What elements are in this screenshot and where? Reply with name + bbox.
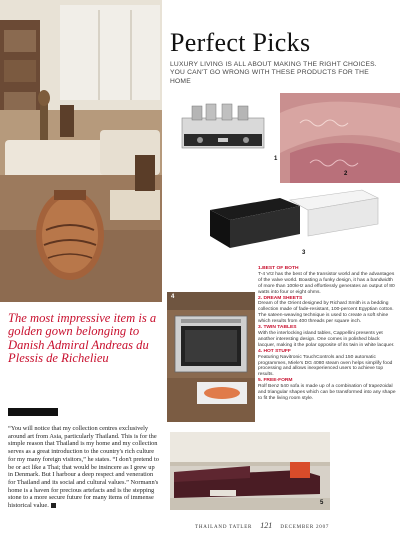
caption-text: Rolf Benz 540 sofa is made up of a combination of trapezoidal and triangular shapes which can be transformed into any shape to fit the living room style. (258, 384, 396, 401)
caption-title: 4. HOT STUFF (258, 348, 291, 354)
magazine-name: THAILAND TATLER (195, 525, 253, 530)
page-number: 121 (260, 521, 273, 530)
caption-title: 1.BEST OF BOTH (258, 266, 299, 271)
product-captions (258, 266, 396, 402)
living-room-photo (0, 0, 162, 302)
bedding-image (280, 93, 400, 183)
caption-2 (258, 296, 396, 326)
image-number-3: 3 (302, 250, 306, 256)
page-footer (195, 521, 355, 530)
twin-tables-image (190, 180, 382, 260)
image-number-1: 1 (274, 156, 278, 162)
issue-date: DECEMBER 2007 (280, 525, 330, 530)
amplifier-image (170, 100, 278, 168)
page-title: Perfect Picks (170, 28, 311, 57)
caption-3 (258, 325, 396, 349)
pull-quote: The most impressive item is a golden gown belonging to Danish Admiral Andreas du Plessis de Richelieu (8, 311, 157, 366)
page-subheading: LUXURY LIVING IS ALL ABOUT MAKING THE RIGHT CHOICES. YOU CAN'T GO WRONG WITH THESE PRODUCTS FOR THE HOME (170, 61, 377, 85)
end-mark-icon (51, 503, 56, 508)
caption-4 (258, 349, 396, 379)
caption-title: 5. FREE-FORM (258, 378, 293, 384)
caption-text: T-4 Vr2 has the best of the transistor world and the advantages of the valve world. Boasting a funky design, it has a bandwidth of more than 100kHz and effortlessly generates an output of 80 watts into four or eight ohms. (258, 271, 395, 295)
caption-text: Featuring Navitronic TouchControls and 150 automatic programmes, Miele's DG 4080 steam oven helps simplify food processing and allows inexperienced users to achieve top results. (258, 354, 393, 378)
article-body (8, 425, 160, 510)
caption-title: 2. DREAM SHEETS (258, 295, 303, 301)
caption-1 (258, 266, 396, 296)
image-number-2: 2 (344, 171, 348, 177)
image-number-5: 5 (320, 500, 324, 506)
caption-text: Dream of the Orient designed by Richard Smith is a bedding collection made of fade-resistant, 100-percent Egyptian cotton. The sateen-weaving technique is used to create a soft shine which results from 400 threads per square inch. (258, 301, 394, 325)
body-paragraph: “You will notice that my collection centres exclusively around art from Asia, particularly Thailand. This is for the simple reason that Thailand is my home and my collection serves as a great introduction to the country's rich culture for my many foreign visitors,” he states. “I don't pretend to be or act like a Thai; that would be insincere as I grew up in Denmark. But I harbour a deep respect and veneration for Thailand and its social and cultural values.” Normann's home is a haven for precious artefacts and is the stepping stone to a more secure future for many items of immense historical value. (8, 425, 159, 510)
divider-bar (8, 408, 58, 416)
image-number-4: 4 (171, 294, 175, 300)
caption-text: With the interlocking island tables, Cappellini presents yet another interesting design. One comes in polished black lacquer, making it the polar opposite of its twin in white lacquer. (258, 330, 395, 348)
caption-title: 3. TWIN TABLES (258, 325, 297, 331)
steam-oven-image (167, 292, 255, 422)
sofa-image (170, 432, 330, 510)
caption-5 (258, 378, 396, 402)
